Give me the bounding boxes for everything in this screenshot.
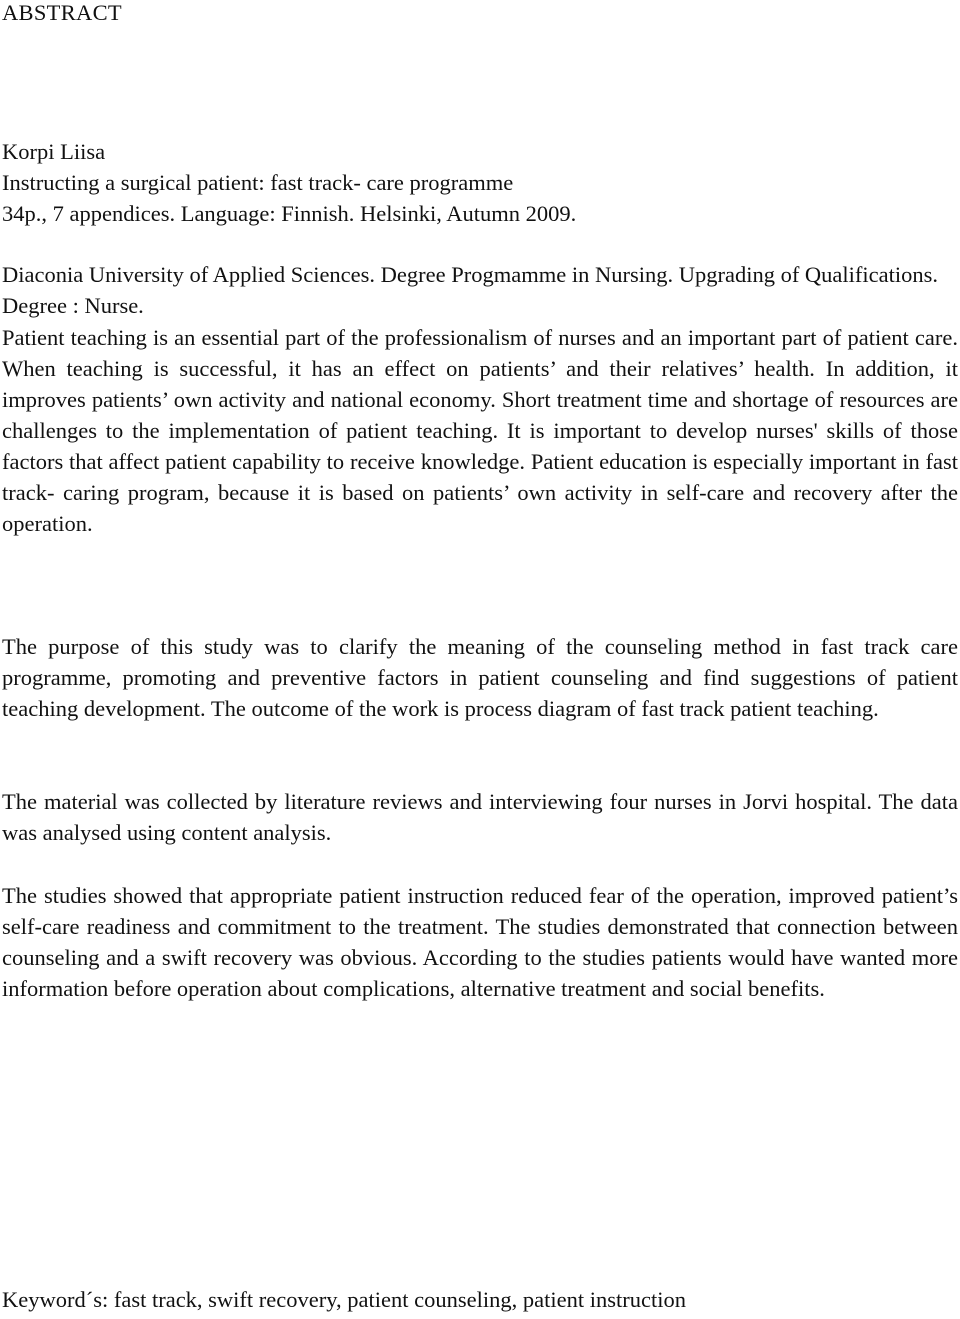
abstract-paragraph-1: Patient teaching is an essential part of the professionalism of nurses and an important part of patient care. When teaching is successful, it has an effect on patients’ and their relatives’ health. In addition, it improves patients’ own activity and national economy. Short treatment time and shortage of resources are challenges to the implementation of patient teaching. It is important to develop nurses' skills of those factors that affect patient capability to receive knowledge. Patient education is especially important in fast track- caring program, because it is based on patients’ own activity in self-care and recovery after the operation. (2, 325, 958, 536)
school-info: Diaconia University of Applied Sciences. Degree Progmamme in Nursing. Upgrading of Qualifications. Degree : Nurse. (2, 262, 939, 318)
thesis-details: 34p., 7 appendices. Language: Finnish. Helsinki, Autumn 2009. (2, 201, 577, 226)
abstract-heading: ABSTRACT (2, 0, 122, 25)
abstract-paragraph-4: The studies showed that appropriate patient instruction reduced fear of the operation, improved patient’s self-care readiness and commitment to the treatment. The studies demonstrated that connection between counseling and a swift recovery was obvious. According to the studies patients would have wanted more information before operation about complications, alternative treatment and social benefits. (2, 883, 958, 1001)
thesis-info (2, 136, 958, 229)
abstract-paragraph-3: The material was collected by literature reviews and interviewing four nurses in Jorvi hospital. The data was analysed using content analysis. (2, 789, 958, 845)
abstract-paragraph-2: The purpose of this study was to clarify the meaning of the counseling method in fast track care programme, promoting and preventive factors in patient counseling and find suggestions of patient teaching development. The outcome of the work is process diagram of fast track patient teaching. (2, 634, 958, 721)
author-name: Korpi Liisa (2, 139, 106, 164)
keywords-line: Keyword´s: fast track, swift recovery, patient counseling, patient instruction (2, 1287, 686, 1312)
thesis-title: Instructing a surgical patient: fast track- care programme (2, 170, 514, 195)
